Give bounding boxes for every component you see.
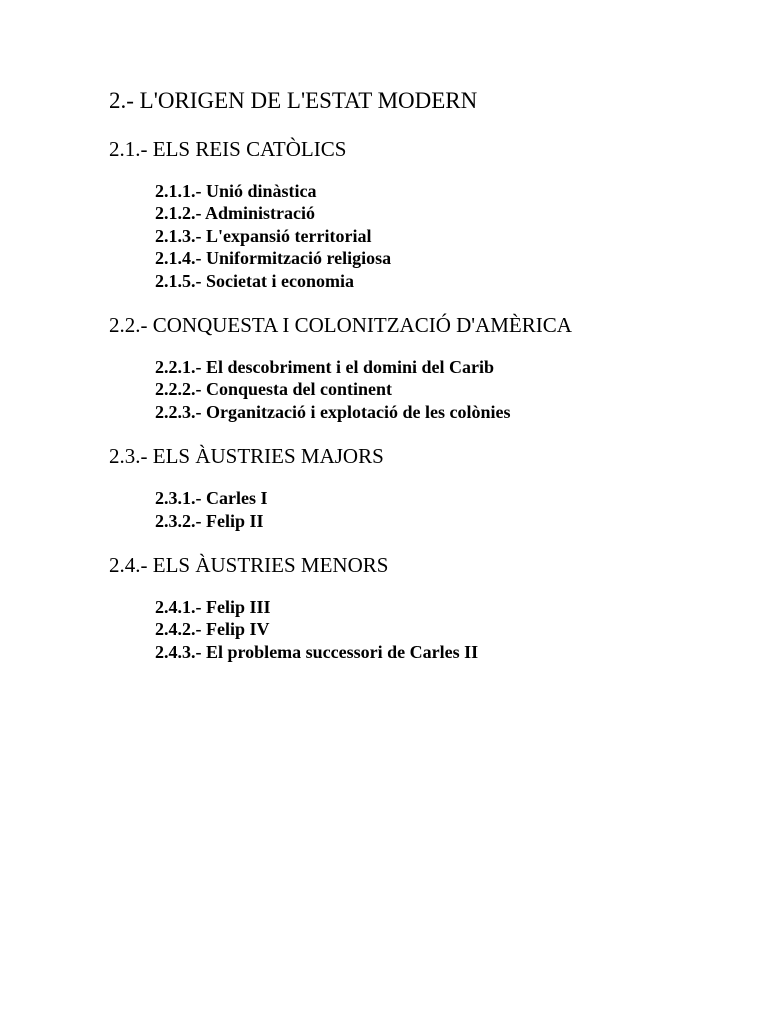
page-title: 2.- L'ORIGEN DE L'ESTAT MODERN [109,88,478,113]
section-austries-majors [109,442,749,532]
list-item: 2.1.1.- Unió dinàstica [155,181,317,201]
section-heading: 2.3.- ELS ÀUSTRIES MAJORS [109,444,384,469]
list-item: 2.4.1.- Felip III [155,597,271,618]
subsection-list [109,487,749,532]
subsection-list [109,356,749,423]
section-heading: 2.2.- CONQUESTA I COLONITZACIÓ D'AMÈRICA [109,313,572,338]
list-item: 2.1.2.- Administració [155,203,315,224]
section-austries-menors [109,551,749,663]
list-item: 2.3.1.- Carles I [155,488,268,509]
list-item: 2.1.5.- Societat i economia [155,270,354,291]
list-item: 2.3.2.- Felip II [155,510,264,531]
subsection-list [109,596,749,663]
section-heading: 2.1.- ELS REIS CATÒLICS [109,137,347,161]
document-page [109,86,749,682]
section-heading: 2.4.- ELS ÀUSTRIES MENORS [109,553,389,578]
list-item: 2.2.3.- Organització i explotació de les colònies [155,401,511,422]
list-item: 2.4.3.- El problema successori de Carles II [155,641,479,662]
list-item: 2.2.2.- Conquesta del continent [155,379,393,400]
list-item: 2.1.4.- Uniformització religiosa [155,248,392,269]
section-conquesta-america [109,311,749,423]
section-reis-catolics [109,135,749,292]
list-item: 2.4.2.- Felip IV [155,619,270,640]
list-item: 2.2.1.- El descobriment i el domini del Carib [155,357,494,378]
subsection-list [109,180,749,292]
list-item: 2.1.3.- L'expansió territorial [155,225,372,246]
